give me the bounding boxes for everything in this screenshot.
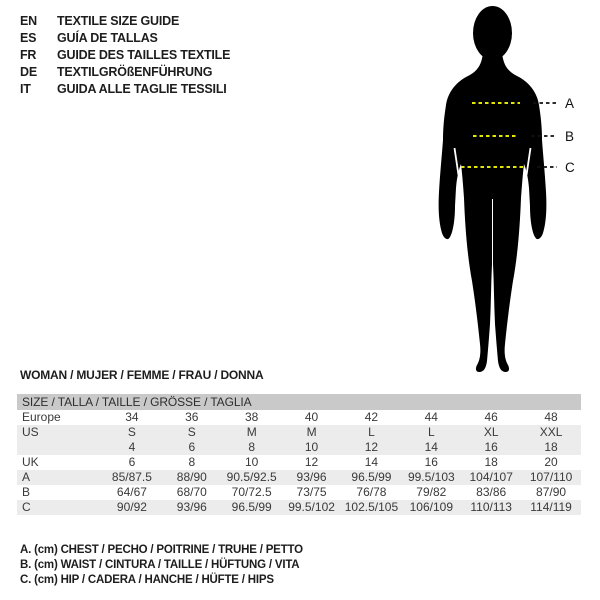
size-cell: 44	[424, 410, 438, 424]
language-code: FR	[20, 48, 37, 62]
legend-line-waist: B. (cm) WAIST / CINTURA / TAILLE / HÜFTUNG / VITA	[20, 559, 300, 571]
size-cell: 107/110	[529, 470, 573, 484]
language-code: ES	[20, 31, 37, 45]
size-cell: 88/90	[176, 470, 207, 484]
size-cell: 90.5/92.5	[226, 470, 277, 484]
size-cell: S	[187, 425, 196, 439]
size-cell: 46	[484, 410, 498, 424]
row-label: UK	[22, 455, 39, 469]
table-row-us-numeric	[17, 440, 581, 455]
row-label	[17, 440, 102, 455]
table-group-title: WOMAN / MUJER / FEMME / FRAU / DONNA	[20, 368, 264, 382]
row-label: B	[22, 485, 31, 499]
language-code: IT	[20, 82, 31, 96]
table-row-us	[17, 425, 581, 440]
silhouette-head	[473, 6, 512, 60]
size-cell: 96.5/99	[231, 500, 272, 514]
language-row	[20, 47, 230, 64]
size-cell: 6	[128, 455, 136, 469]
table-row-chest	[17, 470, 581, 485]
size-cell: 102.5/105	[344, 500, 399, 514]
size-cell: 106/109	[409, 500, 453, 514]
size-cell: 87/90	[536, 485, 567, 499]
size-cell: 99.5/103	[407, 470, 455, 484]
size-cell: 114/119	[530, 500, 572, 514]
woman-silhouette-figure	[420, 0, 600, 380]
size-cell: XL	[483, 425, 499, 439]
language-title: GUIDE DES TAILLES TEXTILE	[57, 48, 231, 62]
size-cell: 48	[544, 410, 558, 424]
size-cell: L	[368, 425, 375, 439]
size-cell: 6	[188, 440, 196, 454]
size-cell: 110/113	[470, 500, 512, 514]
size-cell: 79/82	[416, 485, 447, 499]
marker-b-label: B	[565, 129, 575, 144]
measurement-legend	[20, 543, 303, 588]
size-cell: 90/92	[116, 500, 147, 514]
size-cell: 70/72.5	[231, 485, 272, 499]
size-cell: 64/67	[116, 485, 147, 499]
size-cell: 20	[544, 455, 558, 469]
table-row-waist	[17, 485, 581, 500]
size-cell: 8	[248, 440, 256, 454]
table-row-hip	[17, 500, 581, 515]
size-table-header: SIZE / TALLA / TAILLE / GRÖSSE / TAGLIA	[17, 394, 581, 410]
size-cell: 36	[185, 410, 199, 424]
size-cell: 14	[424, 440, 438, 454]
row-label: A	[22, 470, 31, 484]
size-cell: L	[427, 425, 435, 439]
size-cell: 4	[128, 440, 136, 454]
size-cell: S	[127, 425, 136, 439]
row-label: US	[22, 425, 39, 439]
row-label: Europe	[22, 410, 61, 424]
language-title: GUIDA ALLE TAGLIE TESSILI	[57, 82, 227, 96]
woman-silhouette	[439, 52, 547, 372]
language-code: DE	[20, 65, 37, 79]
size-cell: 34	[125, 410, 139, 424]
size-cell: 18	[484, 455, 498, 469]
size-cell: 18	[544, 440, 558, 454]
size-cell: 40	[304, 410, 319, 424]
table-row-uk	[17, 455, 581, 470]
size-cell: 10	[304, 440, 319, 454]
size-cell: 14	[364, 455, 379, 469]
size-cell: 76/78	[356, 485, 387, 499]
marker-c-label: C	[565, 160, 575, 175]
size-cell: 12	[364, 440, 379, 454]
language-row	[20, 13, 230, 30]
size-cell: 99.5/102	[288, 500, 335, 514]
legend-line-hip: C. (cm) HIP / CADERA / HANCHE / HÜFTE / HIPS	[20, 574, 274, 586]
row-label: C	[22, 500, 31, 514]
language-row	[20, 30, 230, 47]
size-cell: 85/87.5	[111, 470, 152, 484]
size-cell: M	[246, 425, 257, 439]
size-cell: XXL	[539, 425, 563, 439]
size-table	[17, 394, 581, 515]
marker-a-label: A	[565, 96, 575, 111]
size-cell: 93/96	[176, 500, 207, 514]
legend-line-chest: A. (cm) CHEST / PECHO / POITRINE / TRUHE / PETTO	[20, 544, 303, 556]
language-row	[20, 81, 230, 98]
size-cell: 10	[245, 455, 259, 469]
table-row-europe	[17, 410, 581, 425]
language-row	[20, 64, 230, 81]
size-cell: 96.5/99	[351, 470, 392, 484]
size-cell: 104/107	[469, 470, 513, 484]
language-title: TEXTILGRÖßENFÜHRUNG	[57, 65, 213, 79]
size-cell: 93/96	[296, 470, 327, 484]
size-cell: 73/75	[296, 485, 327, 499]
language-title: GUÍA DE TALLAS	[57, 31, 158, 45]
size-cell: M	[306, 425, 317, 439]
language-list	[20, 13, 230, 98]
silhouette-svg	[420, 0, 600, 380]
language-code: EN	[20, 14, 37, 28]
size-cell: 68/70	[176, 485, 207, 499]
size-cell: 16	[484, 440, 498, 454]
size-cell: 8	[188, 455, 196, 469]
size-cell: 83/86	[476, 485, 507, 499]
size-cell: 42	[364, 410, 379, 424]
size-cell: 12	[304, 455, 319, 469]
language-title: TEXTILE SIZE GUIDE	[57, 14, 180, 28]
size-cell: 38	[245, 410, 259, 424]
size-cell: 16	[424, 455, 438, 469]
